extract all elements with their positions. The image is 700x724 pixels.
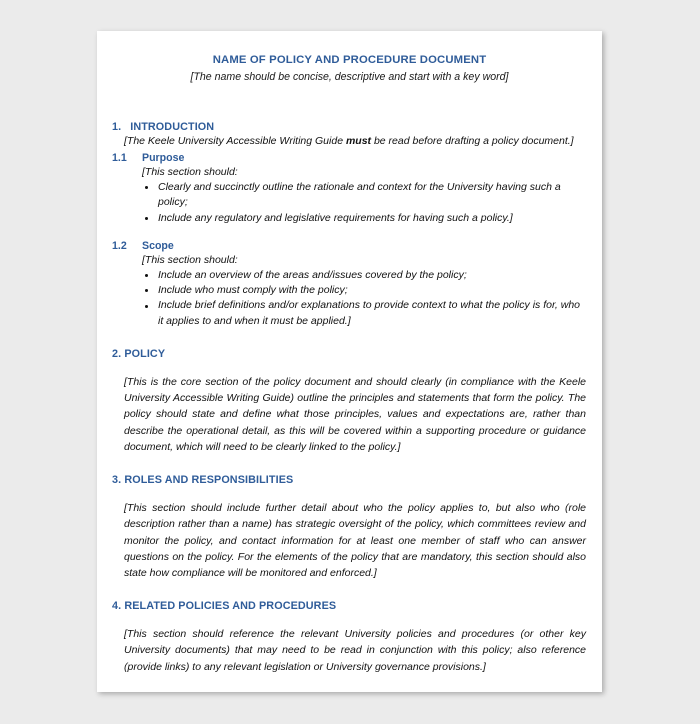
subsection-heading-scope xyxy=(112,239,587,253)
list-item-text: Clearly and succinctly outline the rationale and context for the University having such a policy; xyxy=(158,181,561,209)
spacer xyxy=(112,581,587,599)
list-item xyxy=(142,283,587,298)
introduction-lead-after: be read before drafting a policy document.] xyxy=(371,135,574,147)
related-policies-body: [This section should reference the relevant University policies and procedures (or other key University documents) that may need to be read in conjunction with this policy; also reference (provide links) to any relevant legislation or University governance provisions.] xyxy=(124,628,586,673)
spacer xyxy=(112,455,587,473)
document-body xyxy=(97,31,602,675)
subsection-number-purpose: 1.1 xyxy=(112,152,127,164)
section-label-introduction: INTRODUCTION xyxy=(130,121,215,133)
list-item-text: Include brief definitions and/or explanations to provide context to what the policy is for, who it applies to and when it must be applied.] xyxy=(158,299,580,327)
introduction-lead xyxy=(124,134,587,149)
list-item xyxy=(142,211,587,226)
list-item xyxy=(142,268,587,283)
section-number-introduction: 1. xyxy=(112,121,122,133)
scope-lead: [This section should: xyxy=(142,253,238,266)
section-heading-introduction xyxy=(112,120,587,134)
section-number-policy: 2. xyxy=(112,348,122,361)
subsection-label-purpose: Purpose xyxy=(142,152,185,164)
section-number-roles: 3. xyxy=(112,474,122,487)
section-label-related-policies: RELATED POLICIES AND PROCEDURES xyxy=(124,600,337,613)
subsection-label-scope: Scope xyxy=(142,239,174,252)
document-subtitle: [The name should be concise, descriptive and start with a key word] xyxy=(190,71,509,83)
spacer xyxy=(112,361,587,374)
section-number-related-policies: 4. xyxy=(112,600,122,613)
list-item xyxy=(142,298,587,329)
section-heading-roles xyxy=(112,473,587,487)
section-label-roles: ROLES AND RESPONSIBILITIES xyxy=(124,474,294,487)
spacer xyxy=(112,613,587,626)
roles-body: [This section should include further detail about who the policy applies to, but also who (role description rather than a name) has strategic oversight of the policy, which committees review and monitor the policy, and contact information for at least one member of staff who can answer questions on the policy. For the elements of the policy that are mandatory, this section should also state how compliance will be monitored and enforced.] xyxy=(124,502,586,579)
document-page xyxy=(97,31,602,692)
subsection-number-scope: 1.2 xyxy=(112,239,127,252)
introduction-lead-before: [The Keele University Accessible Writing Guide xyxy=(124,135,346,147)
purpose-lead: [This section should: xyxy=(142,166,238,178)
spacer xyxy=(112,487,587,500)
section-label-policy: POLICY xyxy=(124,348,166,361)
section-heading-policy xyxy=(112,347,587,361)
subsection-heading-purpose xyxy=(112,151,587,165)
document-title: NAME OF POLICY AND PROCEDURE DOCUMENT xyxy=(212,54,487,66)
purpose-bullet-list xyxy=(142,180,587,226)
list-item-text: Include who must comply with the policy; xyxy=(158,284,348,297)
policy-body: [This is the core section of the policy document and should clearly (in compliance with the Keele University Accessible Writing Guide) outline the principles and statements that form the policy. The policy should state and define what those principles, values and expectations are, rather than describe the operational detail, as this will be covered within a supporting procedure or guidance document, which will need to be clearly linked to the policy.] xyxy=(124,376,586,453)
spacer xyxy=(112,329,587,347)
section-heading-related-policies xyxy=(112,599,587,613)
list-item-text: Include any regulatory and legislative requirements for having such a policy.] xyxy=(158,211,513,224)
list-item-text: Include an overview of the areas and/issues covered by the policy; xyxy=(158,268,467,281)
list-item xyxy=(142,180,587,211)
introduction-lead-emphasis: must xyxy=(345,135,372,147)
spacer xyxy=(112,226,587,239)
spacer xyxy=(112,85,587,120)
scope-bullet-list xyxy=(142,268,587,329)
